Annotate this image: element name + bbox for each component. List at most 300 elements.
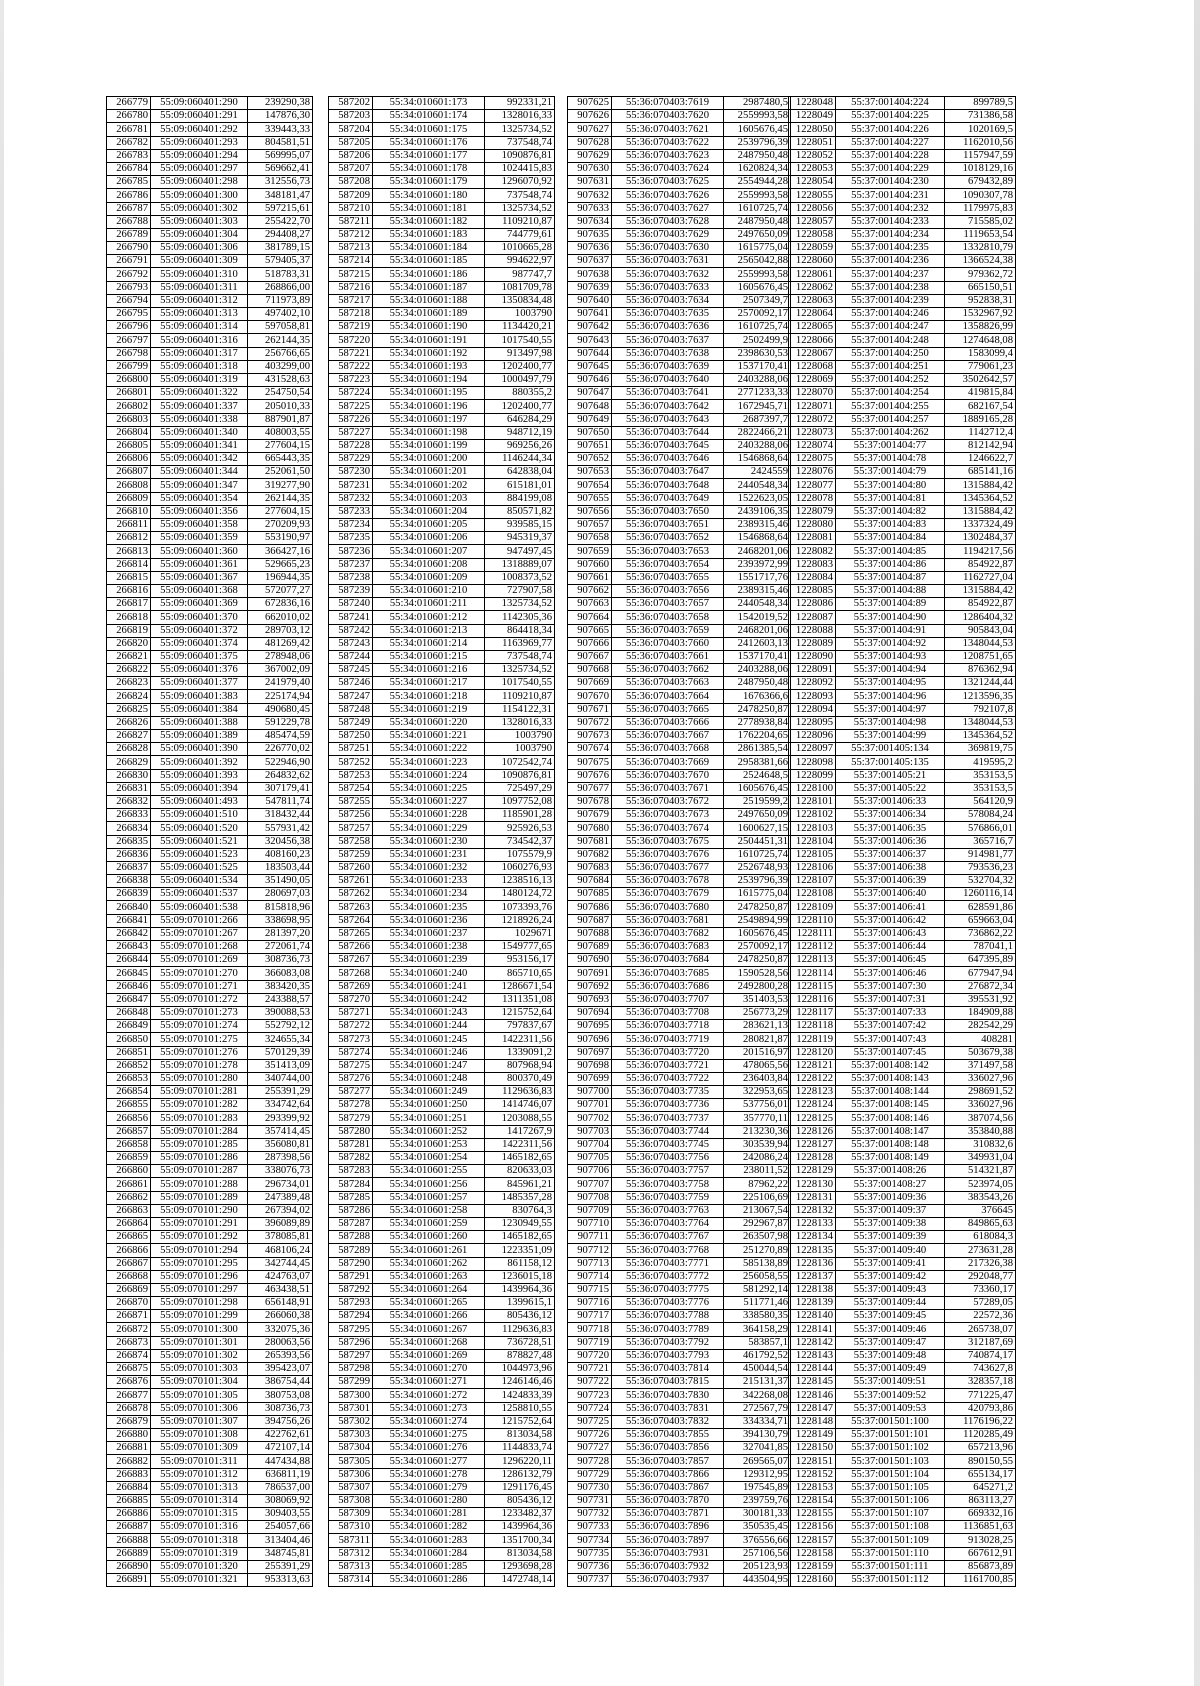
- table-row: [329, 1125, 555, 1138]
- row-number: 907669: [568, 677, 612, 690]
- table-row: [789, 294, 1016, 307]
- cadastral-value: 256766,65: [248, 347, 313, 360]
- cadastral-number: 55:34:010601:253: [373, 1138, 485, 1151]
- cadastral-number: 55:09:070101:287: [151, 1165, 248, 1178]
- cadastral-value: 1142712,4: [945, 426, 1016, 439]
- cadastral-number: 55:34:010601:175: [373, 123, 485, 136]
- cadastral-value: 913028,25: [945, 1534, 1016, 1547]
- cadastral-number: 55:37:001404:227: [836, 136, 945, 149]
- cadastral-number: 55:36:070403:7633: [612, 281, 724, 294]
- cadastral-value: 1422311,56: [485, 1033, 555, 1046]
- cadastral-value: 645271,2: [945, 1481, 1016, 1494]
- row-number: 907643: [568, 334, 612, 347]
- table-row: [789, 1481, 1016, 1494]
- cadastral-number: 55:37:001407:42: [836, 1020, 945, 1033]
- cadastral-value: 2478250,87: [724, 954, 791, 967]
- table-row: [329, 1336, 555, 1349]
- cadastral-number: 55:36:070403:7789: [612, 1323, 724, 1336]
- cadastral-number: 55:37:001409:44: [836, 1297, 945, 1310]
- row-number: 907634: [568, 215, 612, 228]
- row-number: 266828: [107, 743, 151, 756]
- cadastral-number: 55:09:060401:304: [151, 228, 248, 241]
- cadastral-number: 55:09:070101:283: [151, 1112, 248, 1125]
- table-row: [568, 835, 791, 848]
- cadastral-number: 55:37:001405:22: [836, 782, 945, 795]
- cadastral-value: 1615775,04: [724, 242, 791, 255]
- cadastral-value: 1315884,42: [945, 505, 1016, 518]
- cadastral-value: 1315884,42: [945, 479, 1016, 492]
- table-row: [568, 426, 791, 439]
- row-number: 266856: [107, 1112, 151, 1125]
- cadastral-number: 55:34:010601:214: [373, 637, 485, 650]
- row-number: 266802: [107, 400, 151, 413]
- table-row: [329, 110, 555, 123]
- table-row: [789, 1415, 1016, 1428]
- row-number: 1228088: [789, 624, 836, 637]
- table-row: [568, 162, 791, 175]
- table-row: [789, 97, 1016, 110]
- table-row: [568, 1257, 791, 1270]
- cadastral-number: 55:09:060401:306: [151, 242, 248, 255]
- row-number: 1228049: [789, 110, 836, 123]
- cadastral-number: 55:09:070101:292: [151, 1231, 248, 1244]
- row-number: 587256: [329, 809, 373, 822]
- row-number: 266823: [107, 677, 151, 690]
- table-row: [568, 110, 791, 123]
- cadastral-value: 1551717,76: [724, 571, 791, 584]
- cadastral-value: 1162727,04: [945, 571, 1016, 584]
- row-number: 907677: [568, 782, 612, 795]
- cadastral-number: 55:37:001501:102: [836, 1442, 945, 1455]
- row-number: 587216: [329, 281, 373, 294]
- cadastral-number: 55:36:070403:7637: [612, 334, 724, 347]
- cadastral-value: 1332810,79: [945, 242, 1016, 255]
- row-number: 266810: [107, 505, 151, 518]
- row-number: 587254: [329, 782, 373, 795]
- table-row: [568, 1112, 791, 1125]
- cadastral-value: 485474,59: [248, 730, 313, 743]
- cadastral-number: 55:37:001406:42: [836, 914, 945, 927]
- row-number: 587312: [329, 1547, 373, 1560]
- table-row: [789, 505, 1016, 518]
- table-row: [107, 1072, 313, 1085]
- row-number: 1228136: [789, 1257, 836, 1270]
- table-row: [568, 584, 791, 597]
- cadastral-value: 672836,16: [248, 598, 313, 611]
- cadastral-number: 55:36:070403:7650: [612, 505, 724, 518]
- cadastral-number: 55:34:010601:189: [373, 308, 485, 321]
- cadastral-value: 532704,32: [945, 875, 1016, 888]
- row-number: 266818: [107, 611, 151, 624]
- cadastral-number: 55:36:070403:7776: [612, 1297, 724, 1310]
- cadastral-value: 1000497,79: [485, 373, 555, 386]
- cadastral-number: 55:36:070403:7759: [612, 1191, 724, 1204]
- cadastral-value: 1337324,49: [945, 519, 1016, 532]
- cadastral-number: 55:37:001408:147: [836, 1125, 945, 1138]
- cadastral-number: 55:34:010601:259: [373, 1217, 485, 1230]
- cadastral-number: 55:37:001409:40: [836, 1244, 945, 1257]
- cadastral-number: 55:34:010601:243: [373, 1006, 485, 1019]
- cadastral-number: 55:36:070403:7642: [612, 400, 724, 413]
- cadastral-value: 1366524,38: [945, 255, 1016, 268]
- row-number: 266873: [107, 1336, 151, 1349]
- cadastral-number: 55:37:001501:103: [836, 1455, 945, 1468]
- cadastral-value: 319277,90: [248, 479, 313, 492]
- cadastral-value: 2412603,13: [724, 637, 791, 650]
- cadastral-value: 578084,24: [945, 809, 1016, 822]
- cadastral-number: 55:36:070403:7673: [612, 809, 724, 822]
- row-number: 266833: [107, 809, 151, 822]
- table-row: [329, 426, 555, 439]
- cadastral-value: 1537170,41: [724, 650, 791, 663]
- table-row: [107, 453, 313, 466]
- table-row: [568, 149, 791, 162]
- row-number: 266869: [107, 1283, 151, 1296]
- cadastral-number: 55:36:070403:7680: [612, 901, 724, 914]
- table-row: [329, 1178, 555, 1191]
- table-row: [789, 110, 1016, 123]
- cadastral-number: 55:09:070101:303: [151, 1363, 248, 1376]
- cadastral-value: 408160,23: [248, 848, 313, 861]
- cadastral-value: 254057,66: [248, 1521, 313, 1534]
- cadastral-number: 55:34:010601:258: [373, 1204, 485, 1217]
- cadastral-number: 55:34:010601:223: [373, 756, 485, 769]
- row-number: 587202: [329, 97, 373, 110]
- cadastral-value: 1020169,5: [945, 123, 1016, 136]
- cadastral-number: 55:34:010601:231: [373, 848, 485, 861]
- cadastral-number: 55:37:001408:27: [836, 1178, 945, 1191]
- table-row: [329, 149, 555, 162]
- row-number: 1228145: [789, 1376, 836, 1389]
- cadastral-value: 320456,38: [248, 835, 313, 848]
- cadastral-number: 55:36:070403:7664: [612, 690, 724, 703]
- cadastral-number: 55:36:070403:7632: [612, 268, 724, 281]
- table-column-1: [106, 96, 313, 1587]
- row-number: 1228111: [789, 927, 836, 940]
- cadastral-value: 348745,81: [248, 1547, 313, 1560]
- cadastral-value: 805436,12: [485, 1310, 555, 1323]
- cadastral-number: 55:37:001404:225: [836, 110, 945, 123]
- cadastral-value: 685141,16: [945, 466, 1016, 479]
- cadastral-value: 1157947,59: [945, 149, 1016, 162]
- cadastral-number: 55:37:001404:230: [836, 176, 945, 189]
- row-number: 907714: [568, 1270, 612, 1283]
- cadastral-value: 1480124,72: [485, 888, 555, 901]
- table-row: [107, 228, 313, 241]
- cadastral-number: 55:37:001404:93: [836, 650, 945, 663]
- row-number: 907683: [568, 861, 612, 874]
- row-number: 1228061: [789, 268, 836, 281]
- table-row: [789, 769, 1016, 782]
- cadastral-value: 945319,37: [485, 532, 555, 545]
- row-number: 907689: [568, 941, 612, 954]
- cadastral-value: 324655,34: [248, 1033, 313, 1046]
- cadastral-value: 1605676,45: [724, 123, 791, 136]
- cadastral-number: 55:34:010601:173: [373, 97, 485, 110]
- cadastral-value: 342744,45: [248, 1257, 313, 1270]
- cadastral-value: 1258810,55: [485, 1402, 555, 1415]
- cadastral-number: 55:36:070403:7788: [612, 1310, 724, 1323]
- cadastral-value: 657213,96: [945, 1442, 1016, 1455]
- row-number: 907668: [568, 664, 612, 677]
- table-row: [568, 650, 791, 663]
- row-number: 587268: [329, 967, 373, 980]
- cadastral-value: 2389315,46: [724, 584, 791, 597]
- cadastral-number: 55:09:060401:370: [151, 611, 248, 624]
- table-row: [568, 1178, 791, 1191]
- cadastral-number: 55:36:070403:7832: [612, 1415, 724, 1428]
- table-row: [107, 1099, 313, 1112]
- table-row: [568, 914, 791, 927]
- cadastral-value: 183503,44: [248, 861, 313, 874]
- cadastral-value: 292048,77: [945, 1270, 1016, 1283]
- table-row: [789, 730, 1016, 743]
- row-number: 1228158: [789, 1547, 836, 1560]
- row-number: 907721: [568, 1363, 612, 1376]
- cadastral-number: 55:37:001404:79: [836, 466, 945, 479]
- table-row: [789, 1310, 1016, 1323]
- table-row: [329, 1006, 555, 1019]
- cadastral-number: 55:37:001404:98: [836, 716, 945, 729]
- cadastral-number: 55:34:010601:201: [373, 466, 485, 479]
- cadastral-number: 55:37:001407:30: [836, 980, 945, 993]
- cadastral-number: 55:37:001409:49: [836, 1363, 945, 1376]
- row-number: 266872: [107, 1323, 151, 1336]
- row-number: 587313: [329, 1560, 373, 1573]
- cadastral-number: 55:36:070403:7672: [612, 795, 724, 808]
- cadastral-value: 2487950,48: [724, 149, 791, 162]
- cadastral-number: 55:37:001408:148: [836, 1138, 945, 1151]
- table-row: [789, 1086, 1016, 1099]
- row-number: 266876: [107, 1376, 151, 1389]
- cadastral-value: 383420,35: [248, 980, 313, 993]
- cadastral-number: 55:36:070403:7668: [612, 743, 724, 756]
- row-number: 266801: [107, 387, 151, 400]
- cadastral-number: 55:36:070403:7627: [612, 202, 724, 215]
- cadastral-number: 55:34:010601:204: [373, 505, 485, 518]
- cadastral-number: 55:37:001404:229: [836, 162, 945, 175]
- cadastral-number: 55:34:010601:261: [373, 1244, 485, 1257]
- cadastral-value: 205010,33: [248, 400, 313, 413]
- row-number: 907737: [568, 1574, 612, 1587]
- row-number: 587262: [329, 888, 373, 901]
- row-number: 907629: [568, 149, 612, 162]
- table-row: [107, 941, 313, 954]
- table-row: [329, 453, 555, 466]
- table-row: [789, 1455, 1016, 1468]
- row-number: 266838: [107, 875, 151, 888]
- cadastral-number: 55:36:070403:7686: [612, 980, 724, 993]
- row-number: 587300: [329, 1389, 373, 1402]
- table-row: [107, 584, 313, 597]
- cadastral-value: 797837,67: [485, 1020, 555, 1033]
- cadastral-value: 2504451,31: [724, 835, 791, 848]
- row-number: 587233: [329, 505, 373, 518]
- cadastral-number: 55:34:010601:237: [373, 927, 485, 940]
- cadastral-value: 408281: [945, 1033, 1016, 1046]
- cadastral-number: 55:37:001404:248: [836, 334, 945, 347]
- row-number: 907647: [568, 387, 612, 400]
- cadastral-value: 270209,93: [248, 519, 313, 532]
- table-row: [107, 215, 313, 228]
- cadastral-number: 55:34:010601:251: [373, 1112, 485, 1125]
- cadastral-value: 793536,23: [945, 861, 1016, 874]
- cadastral-number: 55:36:070403:7896: [612, 1521, 724, 1534]
- row-number: 266794: [107, 294, 151, 307]
- row-number: 1228100: [789, 782, 836, 795]
- row-number: 1228154: [789, 1494, 836, 1507]
- table-row: [568, 505, 791, 518]
- row-number: 587225: [329, 400, 373, 413]
- table-row: [329, 1138, 555, 1151]
- cadastral-number: 55:34:010601:194: [373, 373, 485, 386]
- row-number: 266795: [107, 308, 151, 321]
- table-row: [329, 1165, 555, 1178]
- table-row: [329, 1415, 555, 1428]
- cadastral-value: 2570092,17: [724, 308, 791, 321]
- cadastral-value: 312187,69: [945, 1336, 1016, 1349]
- row-number: 1228096: [789, 730, 836, 743]
- row-number: 587283: [329, 1165, 373, 1178]
- cadastral-number: 55:09:060401:375: [151, 650, 248, 663]
- cadastral-number: 55:09:060401:369: [151, 598, 248, 611]
- table-row: [568, 980, 791, 993]
- cadastral-value: 196944,35: [248, 571, 313, 584]
- row-number: 587298: [329, 1363, 373, 1376]
- cadastral-value: 1537170,41: [724, 360, 791, 373]
- cadastral-number: 55:37:001409:47: [836, 1336, 945, 1349]
- table-row: [329, 584, 555, 597]
- row-number: 266842: [107, 927, 151, 940]
- cadastral-value: 1008373,52: [485, 571, 555, 584]
- cadastral-value: 318432,44: [248, 809, 313, 822]
- cadastral-number: 55:34:010601:225: [373, 782, 485, 795]
- row-number: 587289: [329, 1244, 373, 1257]
- cadastral-value: 727907,58: [485, 584, 555, 597]
- cadastral-number: 55:36:070403:7646: [612, 453, 724, 466]
- cadastral-number: 55:37:001404:95: [836, 677, 945, 690]
- table-row: [329, 967, 555, 980]
- cadastral-number: 55:36:070403:7644: [612, 426, 724, 439]
- row-number: 587248: [329, 703, 373, 716]
- cadastral-number: 55:36:070403:7667: [612, 730, 724, 743]
- cadastral-number: 55:37:001407:45: [836, 1046, 945, 1059]
- cadastral-value: 1296070,92: [485, 176, 555, 189]
- cadastral-value: 585138,89: [724, 1257, 791, 1270]
- cadastral-number: 55:34:010601:247: [373, 1059, 485, 1072]
- cadastral-value: 447434,88: [248, 1455, 313, 1468]
- row-number: 587258: [329, 835, 373, 848]
- cadastral-number: 55:34:010601:244: [373, 1020, 485, 1033]
- row-number: 587305: [329, 1455, 373, 1468]
- cadastral-value: 1325734,52: [485, 664, 555, 677]
- cadastral-number: 55:36:070403:7737: [612, 1112, 724, 1125]
- table-row: [568, 756, 791, 769]
- table-row: [568, 479, 791, 492]
- table-row: [789, 1178, 1016, 1191]
- cadastral-number: 55:37:001409:46: [836, 1323, 945, 1336]
- row-number: 907636: [568, 242, 612, 255]
- cadastral-number: 55:09:060401:390: [151, 743, 248, 756]
- row-number: 266812: [107, 532, 151, 545]
- row-number: 587211: [329, 215, 373, 228]
- cadastral-value: 2468201,06: [724, 545, 791, 558]
- row-number: 266857: [107, 1125, 151, 1138]
- row-number: 266781: [107, 123, 151, 136]
- cadastral-value: 308736,73: [248, 1402, 313, 1415]
- cadastral-number: 55:09:060401:317: [151, 347, 248, 360]
- cadastral-value: 87962,22: [724, 1178, 791, 1191]
- cadastral-value: 1260116,14: [945, 888, 1016, 901]
- cadastral-value: 351490,05: [248, 875, 313, 888]
- row-number: 266834: [107, 822, 151, 835]
- table-row: [329, 1270, 555, 1283]
- cadastral-value: 1620824,34: [724, 162, 791, 175]
- table-row: [107, 1059, 313, 1072]
- cadastral-number: 55:36:070403:7722: [612, 1072, 724, 1085]
- table-row: [107, 281, 313, 294]
- cadastral-value: 1417267,9: [485, 1125, 555, 1138]
- table-row: [329, 650, 555, 663]
- table-row: [568, 439, 791, 452]
- cadastral-number: 55:36:070403:7763: [612, 1204, 724, 1217]
- row-number: 1228140: [789, 1310, 836, 1323]
- row-number: 587273: [329, 1033, 373, 1046]
- row-number: 266864: [107, 1217, 151, 1230]
- table-row: [568, 1336, 791, 1349]
- row-number: 266790: [107, 242, 151, 255]
- cadastral-number: 55:34:010601:186: [373, 268, 485, 281]
- table-row: [568, 795, 791, 808]
- cadastral-number: 55:36:070403:7757: [612, 1165, 724, 1178]
- table-row: [329, 1046, 555, 1059]
- table-row: [329, 1547, 555, 1560]
- cadastral-value: 403299,00: [248, 360, 313, 373]
- cadastral-number: 55:09:060401:338: [151, 413, 248, 426]
- table-row: [568, 123, 791, 136]
- cadastral-value: 2861385,54: [724, 743, 791, 756]
- cadastral-number: 55:34:010601:207: [373, 545, 485, 558]
- cadastral-value: 213230,36: [724, 1125, 791, 1138]
- row-number: 1228085: [789, 584, 836, 597]
- row-number: 1228133: [789, 1217, 836, 1230]
- row-number: 1228117: [789, 1006, 836, 1019]
- table-row: [789, 875, 1016, 888]
- cadastral-number: 55:36:070403:7655: [612, 571, 724, 584]
- cadastral-value: 579405,37: [248, 255, 313, 268]
- table-row: [329, 1442, 555, 1455]
- table-row: [568, 611, 791, 624]
- row-number: 587264: [329, 914, 373, 927]
- cadastral-number: 55:09:070101:273: [151, 1006, 248, 1019]
- cadastral-value: 2771233,33: [724, 387, 791, 400]
- table-row: [329, 730, 555, 743]
- cadastral-value: 356080,81: [248, 1138, 313, 1151]
- cadastral-value: 1233482,37: [485, 1508, 555, 1521]
- table-row: [329, 1059, 555, 1072]
- cadastral-value: 876362,94: [945, 664, 1016, 677]
- cadastral-number: 55:09:070101:321: [151, 1574, 248, 1587]
- cadastral-number: 55:09:060401:291: [151, 110, 248, 123]
- cadastral-number: 55:36:070403:7831: [612, 1402, 724, 1415]
- table-row: [107, 347, 313, 360]
- cadastral-number: 55:37:001404:252: [836, 373, 945, 386]
- row-number: 1228053: [789, 162, 836, 175]
- cadastral-value: 395531,92: [945, 993, 1016, 1006]
- table-row: [329, 400, 555, 413]
- cadastral-number: 55:09:060401:510: [151, 809, 248, 822]
- table-row: [789, 571, 1016, 584]
